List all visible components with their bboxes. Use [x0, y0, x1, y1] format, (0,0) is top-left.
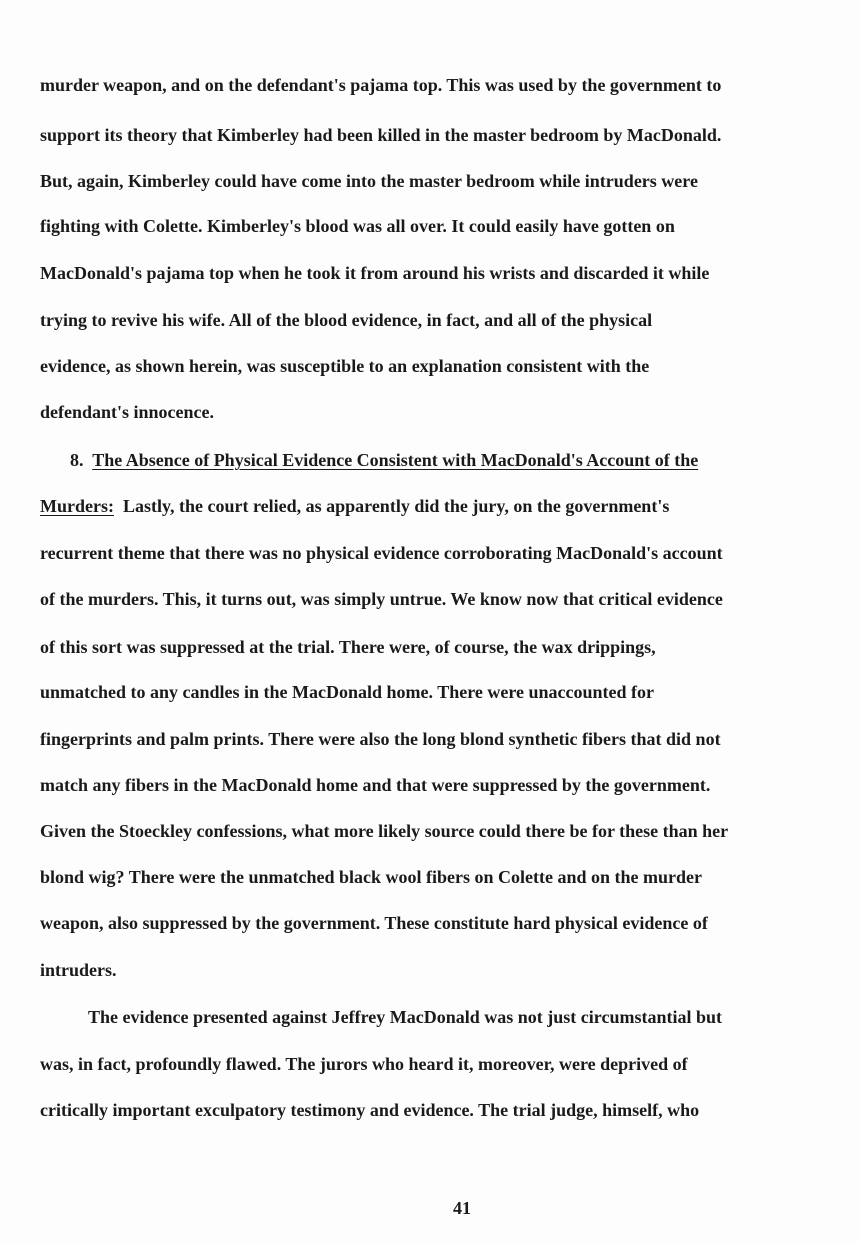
text-line: unmatched to any candles in the MacDonald home. There were unaccounted for	[40, 682, 654, 702]
text-line: critically important exculpatory testimony and evidence. The trial judge, himself, who	[40, 1100, 700, 1120]
text-line: fingerprints and palm prints. There were also the long blond synthetic fibers that did not	[40, 729, 721, 749]
text-line: Given the Stoeckley confessions, what more likely source could there be for these than her	[40, 821, 729, 841]
text-line: was, in fact, profoundly flawed. The jurors who heard it, moreover, were deprived of	[40, 1054, 688, 1074]
text-line: But, again, Kimberley could have come into the master bedroom while intruders were	[40, 171, 698, 191]
text-line: of this sort was suppressed at the trial. There were, of course, the wax drippings,	[40, 637, 656, 657]
section-number: 8.	[70, 450, 84, 470]
text-line: intruders.	[40, 960, 117, 980]
section-title-part2: Murders:	[40, 496, 114, 516]
text-line: blond wig? There were the unmatched black wool fibers on Colette and on the murder	[40, 867, 703, 887]
text-line	[40, 497, 669, 515]
text-line: match any fibers in the MacDonald home and that were suppressed by the government.	[40, 775, 711, 795]
text-line: MacDonald's pajama top when he took it from around his wrists and discarded it while	[40, 263, 710, 283]
text-line: weapon, also suppressed by the government. These constitute hard physical evidence of	[40, 913, 708, 933]
text-line: of the murders. This, it turns out, was simply untrue. We know now that critical evidence	[40, 589, 723, 609]
page-number: 41	[453, 1198, 471, 1218]
text-line: evidence, as shown herein, was susceptible to an explanation consistent with the	[40, 356, 650, 376]
text-line: murder weapon, and on the defendant's pajama top. This was used by the government to	[40, 75, 722, 95]
section-text: Lastly, the court relied, as apparently did the jury, on the government's	[122, 496, 670, 516]
text-line: defendant's innocence.	[40, 402, 215, 422]
text-line: recurrent theme that there was no physical evidence corroborating MacDonald's account	[40, 543, 723, 563]
text-line: trying to revive his wife. All of the blood evidence, in fact, and all of the physical	[40, 310, 653, 330]
section-title-part1: The Absence of Physical Evidence Consistent with MacDonald's Account of the	[92, 450, 699, 470]
text-line: fighting with Colette. Kimberley's blood was all over. It could easily have gotten on	[40, 216, 675, 236]
text-line: support its theory that Kimberley had been killed in the master bedroom by MacDonald.	[40, 125, 722, 145]
section-heading	[70, 451, 698, 469]
text-line: The evidence presented against Jeffrey MacDonald was not just circumstantial but	[88, 1007, 722, 1027]
